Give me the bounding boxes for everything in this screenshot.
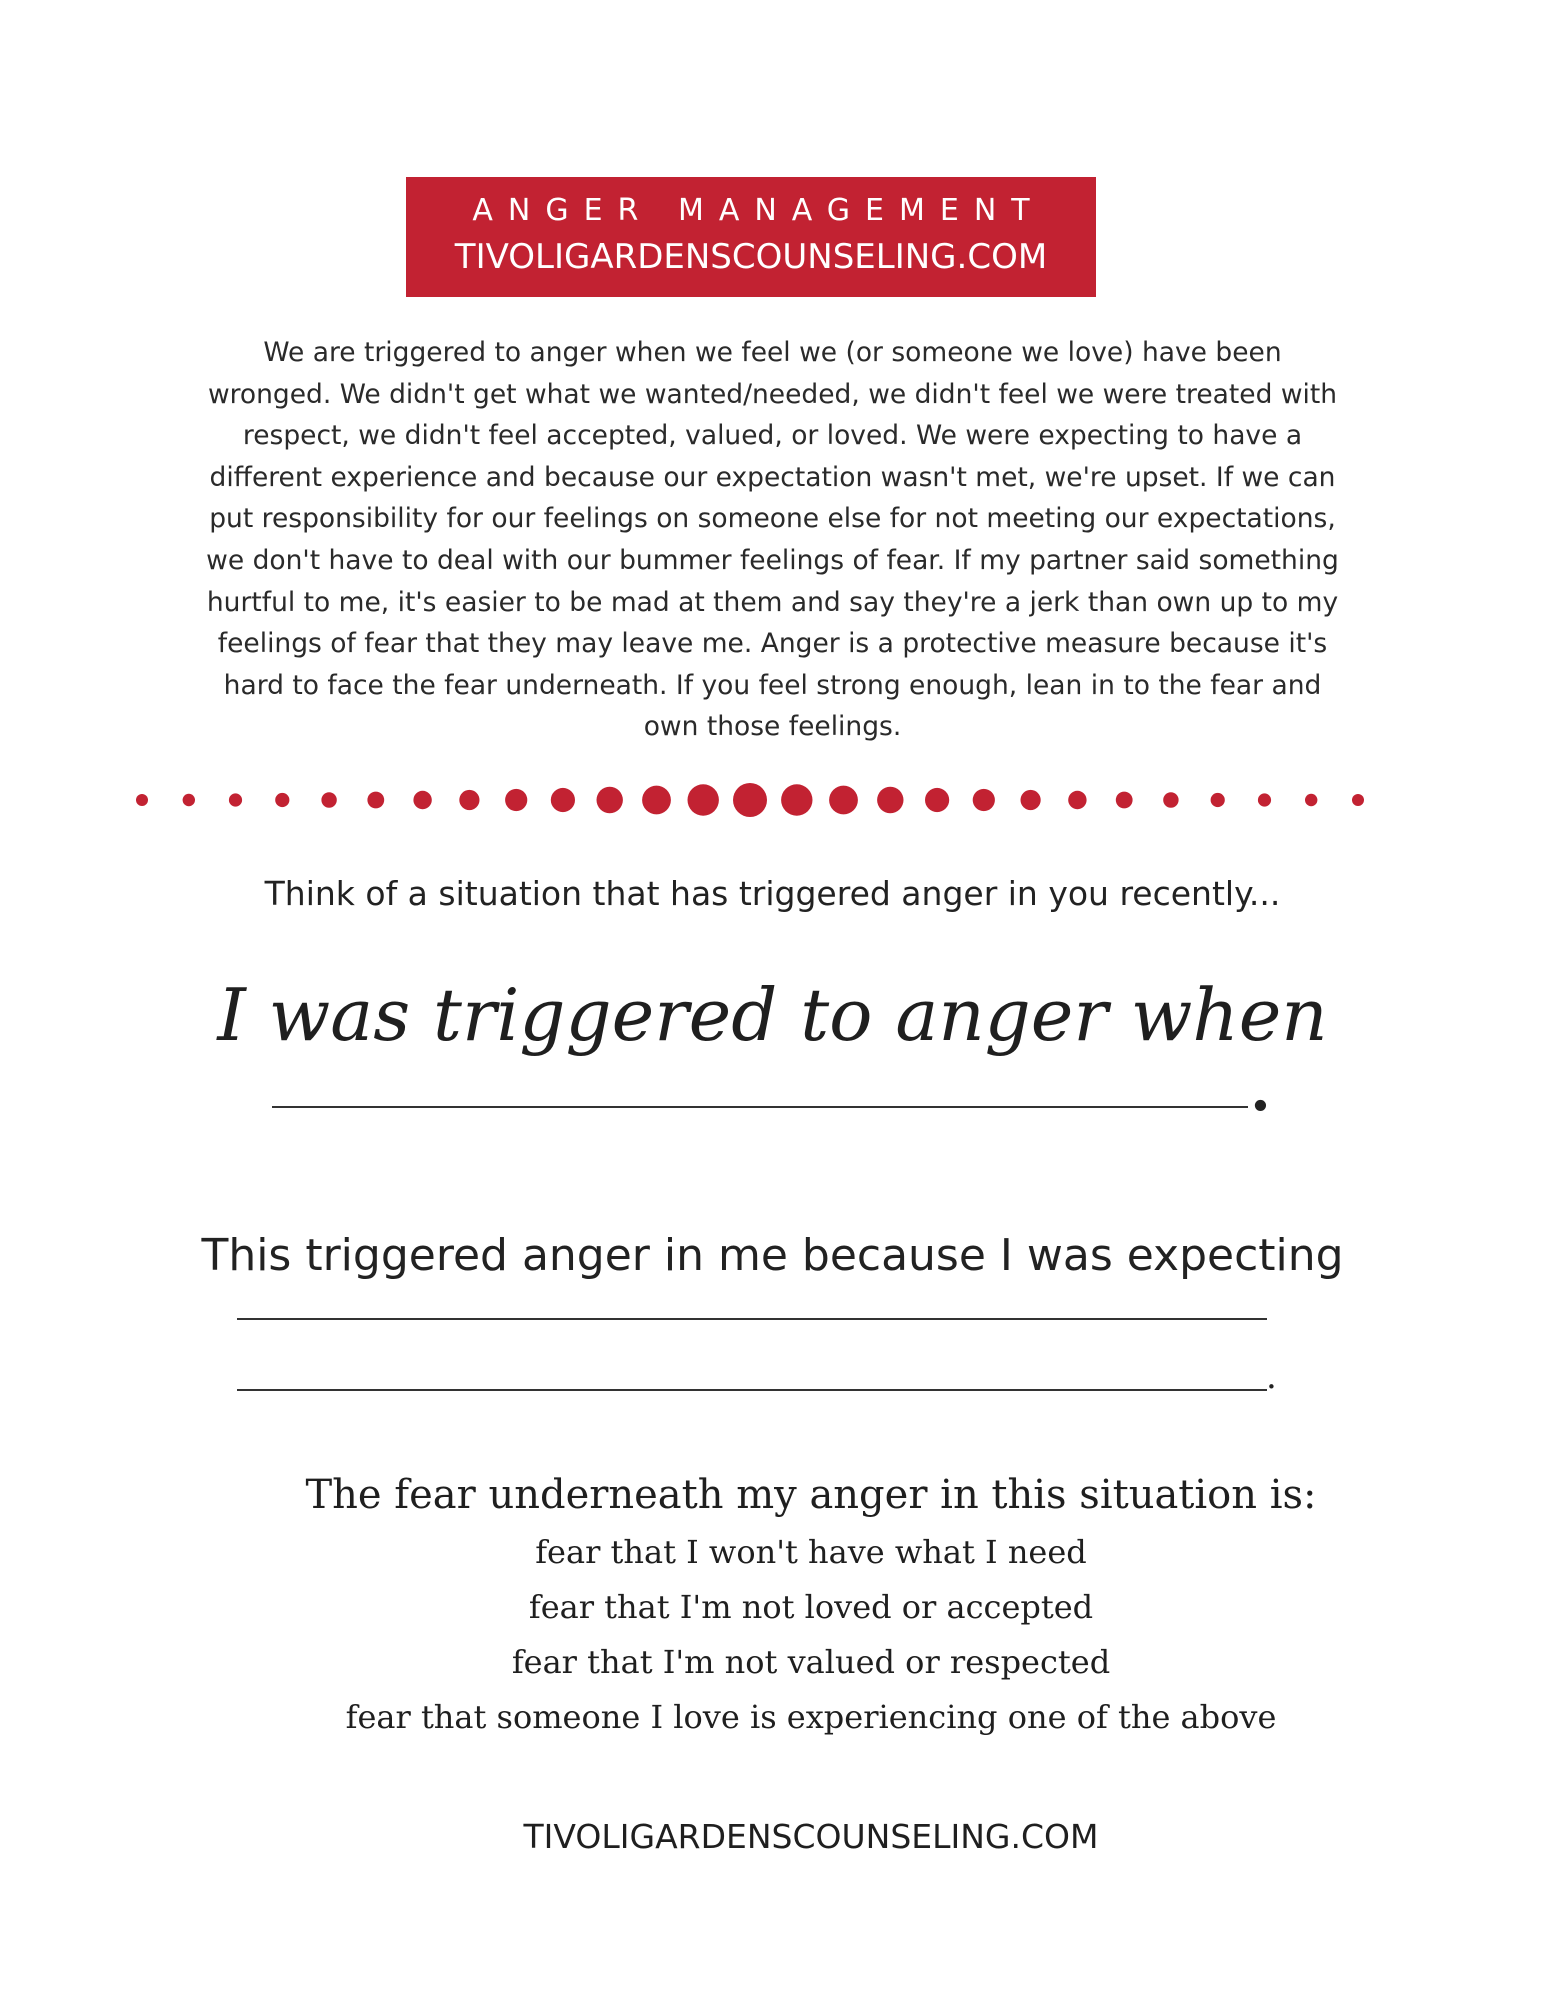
divider-dot — [459, 790, 479, 810]
intro-paragraph: We are triggered to anger when we feel we (or someone we love) have been wronged. We didn't get what we wanted/needed, we didn't feel we were treated with respect, we didn't feel accepted, valued, or loved. We were expecting to have a different experience and because our expectation wasn't met, we're upset. If we can put responsibility for our feelings on someone else for not meeting our expectations, we don't have to deal with our bummer feelings of fear. If my partner said something hurtful to me, it's easier to be mad at them and say they're a jerk than own up to my feelings of fear that they may leave me. Anger is a protective measure because it's hard to face the fear underneath. If you feel strong enough, lean in to the fear and own those feelings. — [206, 337, 1339, 743]
divider-dot — [973, 789, 995, 811]
expecting-answer-line-1 — [237, 1318, 1267, 1320]
situation-prompt: Think of a situation that has triggered anger in you recently... — [264, 874, 1281, 913]
divider-dot — [597, 787, 623, 813]
fear-section-title: The fear underneath my anger in this situation is: — [305, 1472, 1317, 1518]
divider-dot — [1258, 793, 1271, 806]
footer-url: TIVOLIGARDENSCOUNSELING.COM — [523, 1817, 1099, 1856]
divider-dot — [642, 786, 671, 815]
divider-dot — [1163, 792, 1178, 807]
divider-dot — [925, 788, 949, 812]
divider-dot — [1211, 793, 1225, 807]
divider-dot — [551, 788, 575, 812]
triggered-answer-period: . — [1250, 1055, 1271, 1125]
header-title: ANGER MANAGEMENT — [472, 193, 1045, 228]
dot-divider — [0, 770, 1545, 830]
divider-dot — [505, 789, 527, 811]
fear-section — [0, 1465, 1545, 1745]
divider-dot — [229, 793, 242, 806]
divider-dot — [367, 792, 384, 809]
divider-dot — [688, 784, 719, 815]
divider-dot — [1116, 792, 1133, 809]
divider-dot — [1352, 794, 1364, 806]
divider-dot — [1305, 794, 1317, 806]
divider-dot — [136, 794, 148, 806]
divider-dot — [781, 784, 812, 815]
expecting-answer-period: . — [1266, 1357, 1277, 1397]
fear-item: fear that I'm not valued or respected — [511, 1643, 1111, 1681]
divider-dot — [1068, 791, 1086, 809]
triggered-answer-line — [272, 1106, 1248, 1108]
expecting-answer-line-2 — [237, 1389, 1267, 1391]
fear-item: fear that I won't have what I need — [535, 1533, 1087, 1571]
divider-dot — [413, 791, 431, 809]
divider-dot — [275, 793, 289, 807]
fear-item: fear that I'm not loved or accepted — [528, 1588, 1094, 1626]
header-url: TIVOLIGARDENSCOUNSELING.COM — [454, 237, 1048, 277]
header-banner — [406, 177, 1096, 297]
divider-dot — [829, 786, 858, 815]
divider-dot — [321, 792, 336, 807]
divider-dot — [1021, 790, 1041, 810]
divider-dot — [183, 794, 195, 806]
divider-dot — [877, 787, 903, 813]
expecting-prompt: This triggered anger in me because I was expecting — [201, 1230, 1344, 1281]
fear-item: fear that someone I love is experiencing one of the above — [345, 1698, 1277, 1736]
divider-dot — [733, 783, 767, 817]
triggered-heading: I was triggered to anger when — [217, 973, 1328, 1057]
